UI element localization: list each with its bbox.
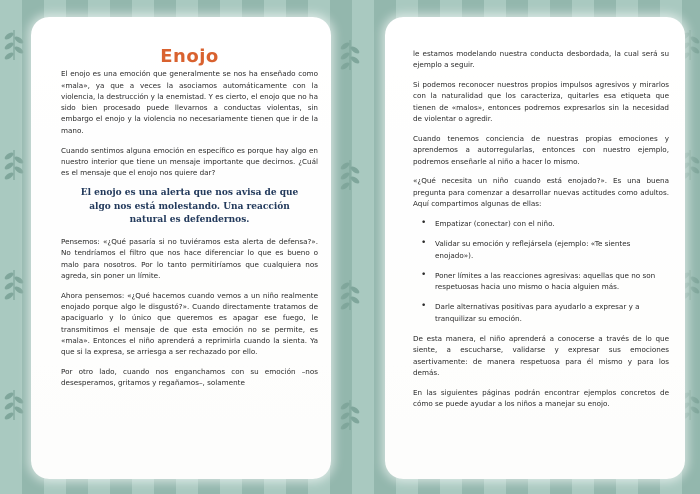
paragraph: le estamos modelando nuestra conducta desbordada, la cual será su ejemplo a seguir. [413,49,669,70]
paragraph: Cuando tenemos conciencia de nuestras propias emociones y aprendemos a autorregularlas, entonces con nuestro ejemplo, podremos enseñarle al niño a hacer lo mismo. [413,133,669,166]
leaf-branch-icon [4,270,25,301]
leaf-branch-icon [4,30,25,61]
leaf-branch-icon [340,160,361,191]
left-page [31,17,331,479]
list-item: • Poner límites a las reacciones agresivas: aquellas que no son respetuosas hacia uno mismo o hacia alguien más. [435,270,669,293]
right-page [385,17,685,479]
paragraph: «¿Qué necesita un niño cuando está enojado?». Es una buena pregunta para comenzar a desarrollar nuevas actitudes como adultos. Aquí compartimos algunas de ellas: [413,176,669,209]
paragraph: De esta manera, el niño aprenderá a conocerse a través de lo que siente, a escucharse, validarse y expresar sus emociones asertivamente: de manera respetuosa para él mismo y para los demás. [413,334,669,377]
page-title: Enojo [160,46,219,67]
right-page-content [413,48,669,418]
highlight-quote: El enojo es una alerta que nos avisa de que algo nos está molestando. Una reacción natural es defendernos. [80,188,299,226]
leaf-branch-icon [340,40,361,71]
leaf-branch-icon [340,400,361,431]
list-item: • Empatizar (conectar) con el niño. [435,218,669,229]
leaf-branch-icon [4,150,25,181]
list-item: • Validar su emoción y reflejársela (ejemplo: «Te sientes enojado»). [435,238,669,261]
paragraph: El enojo es una emoción que generalmente se nos ha enseñado como «mala», ya que a veces la asociamos automáticamente con la violencia, la destrucción y la enemistad. Y es cierto, el enojo que no ha sido bien procesado puede llevarnos a conductas violentas, sin embargo el enojo y la violencia no necesariamente tienen que ir de la mano. [61,69,318,135]
paragraph: Ahora pensemos: «¿Qué hacemos cuando vemos a un niño realmente enojado porque algo le disgustó?». Cuando directamente tratamos de apaciguarlo y lo único que queremos es apagar ese fuego, le transmitimos el mensaje de que esta emoción no se permite, es «mala». Entonces el niño aprenderá a reprimirla cuando la sienta. Ya que si la expresa, se arriesga a ser rechazado por ello. [61,290,318,357]
paragraph: Si podemos reconocer nuestros propios impulsos agresivos y mirarlos con la naturalidad que los caracteriza, quitarles esa etiqueta que tienen de «malos», entonces podremos expresarlos sin la necesidad de violentar o agredir. [413,80,669,124]
paragraph: En las siguientes páginas podrán encontrar ejemplos concretos de cómo se puede ayudar a los niños a manejar su enojo. [413,387,669,409]
paragraph: Cuando sentimos alguna emoción en específico es porque hay algo en nuestro interior que tiene un mensaje importante que decirnos. ¿Cuál es el mensaje que el enojo nos quiere dar? [61,145,318,178]
paragraph: Por otro lado, cuando nos enganchamos con su emoción –nos desesperamos, gritamos y regañamos–, solamente [61,367,318,388]
paragraph: Pensemos: «¿Qué pasaría si no tuviéramos esta alerta de defensa?». No tendríamos el filtro que nos hace diferenciar lo que es bueno o malo para nosotros. Por lo tanto permitiríamos que cualquiera nos agreda, sin poner un límite. [61,236,318,280]
tips-list [413,218,669,324]
leaf-branch-icon [4,390,25,421]
left-page-content [61,17,318,397]
leaf-branch-icon [340,280,361,311]
list-item: • Darle alternativas positivas para ayudarlo a expresar y a tranquilizar su emoción. [435,301,669,324]
